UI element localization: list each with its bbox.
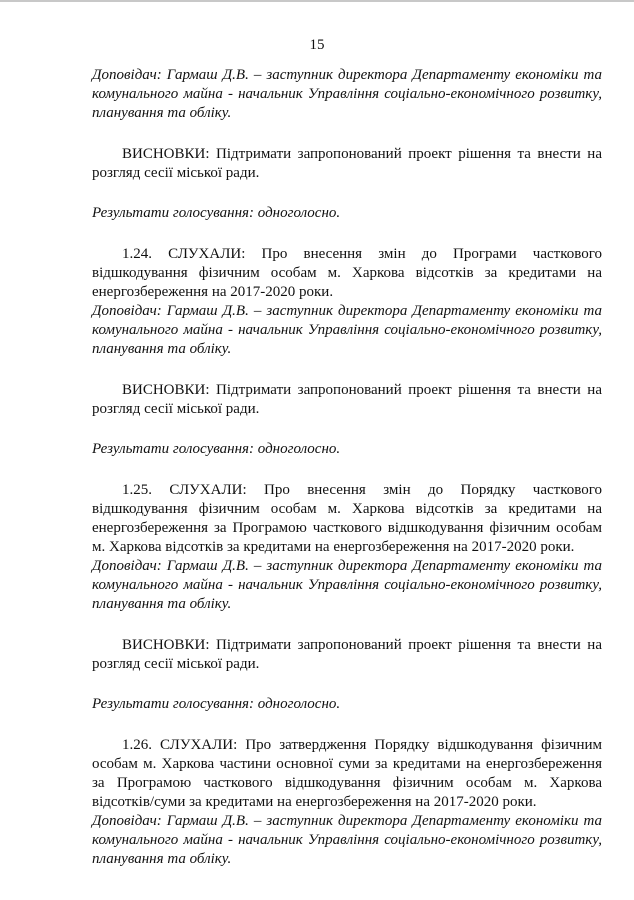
- speaker-paragraph: Доповідач: Гармаш Д.В. – заступник директора Департаменту економіки та комунального майна - начальник Управління соціально-економічного розвитку, планування та обліку.: [92, 303, 602, 357]
- paragraph-spacer: [92, 419, 602, 440]
- speaker-paragraph: Доповідач: Гармаш Д.В. – заступник директора Департаменту економіки та комунального майна - начальник Управління соціально-економічного розвитку, планування та обліку.: [92, 558, 602, 612]
- voting-result: Результати голосування: одноголосно.: [92, 696, 341, 712]
- scan-top-edge: [0, 0, 634, 2]
- paragraph-spacer: [92, 714, 602, 736]
- speaker-paragraph: Доповідач: Гармаш Д.В. – заступник директора Департаменту економіки та комунального майна - начальник Управління соціально-економічного розвитку, планування та обліку.: [92, 67, 602, 121]
- heard-paragraph-1-26: 1.26. СЛУХАЛИ: Про затвердження Порядку відшкодування фізичним особам м. Харкова частини основної суми за кредитами на енергозбереження за Програмою часткового відшкодування фізичним особам м. Харкова відсотків/суми за кредитами на енергозбереження на 2017-2020 роки.: [92, 737, 602, 810]
- voting-result: Результати голосування: одноголосно.: [92, 441, 341, 457]
- speaker-paragraph: Доповідач: Гармаш Д.В. – заступник директора Департаменту економіки та комунального майна - начальник Управління соціально-економічного розвитку, планування та обліку.: [92, 813, 602, 867]
- paragraph-spacer: [92, 359, 602, 381]
- heard-paragraph-1-24: 1.24. СЛУХАЛИ: Про внесення змін до Програми часткового відшкодування фізичним особам м. Харкова відсотків за кредитами на енергозбереження на 2017-2020 роки.: [92, 246, 602, 300]
- page-number: 15: [309, 37, 325, 53]
- heard-paragraph-1-25: 1.25. СЛУХАЛИ: Про внесення змін до Порядку часткового відшкодування фізичним особам м. Харкова відсотків за кредитами на енергозбереження за Програмою часткового відшкодування фізичним особам м. Харкова відсотків за кредитами на енергозбереження на 2017-2020 роки.: [92, 482, 602, 555]
- paragraph-spacer: [92, 183, 602, 204]
- paragraph-spacer: [92, 674, 602, 695]
- voting-result: Результати голосування: одноголосно.: [92, 205, 341, 221]
- paragraph-spacer: [92, 459, 602, 481]
- paragraph-spacer: [92, 614, 602, 636]
- paragraph-spacer: [92, 223, 602, 245]
- document-body: [92, 66, 602, 869]
- conclusion-paragraph: ВИСНОВКИ: Підтримати запропонований проект рішення та внести на розгляд сесії міської ради.: [92, 382, 602, 417]
- conclusion-paragraph: ВИСНОВКИ: Підтримати запропонований проект рішення та внести на розгляд сесії міської ради.: [92, 146, 602, 181]
- conclusion-paragraph: ВИСНОВКИ: Підтримати запропонований проект рішення та внести на розгляд сесії міської ради.: [92, 637, 602, 672]
- paragraph-spacer: [92, 123, 602, 145]
